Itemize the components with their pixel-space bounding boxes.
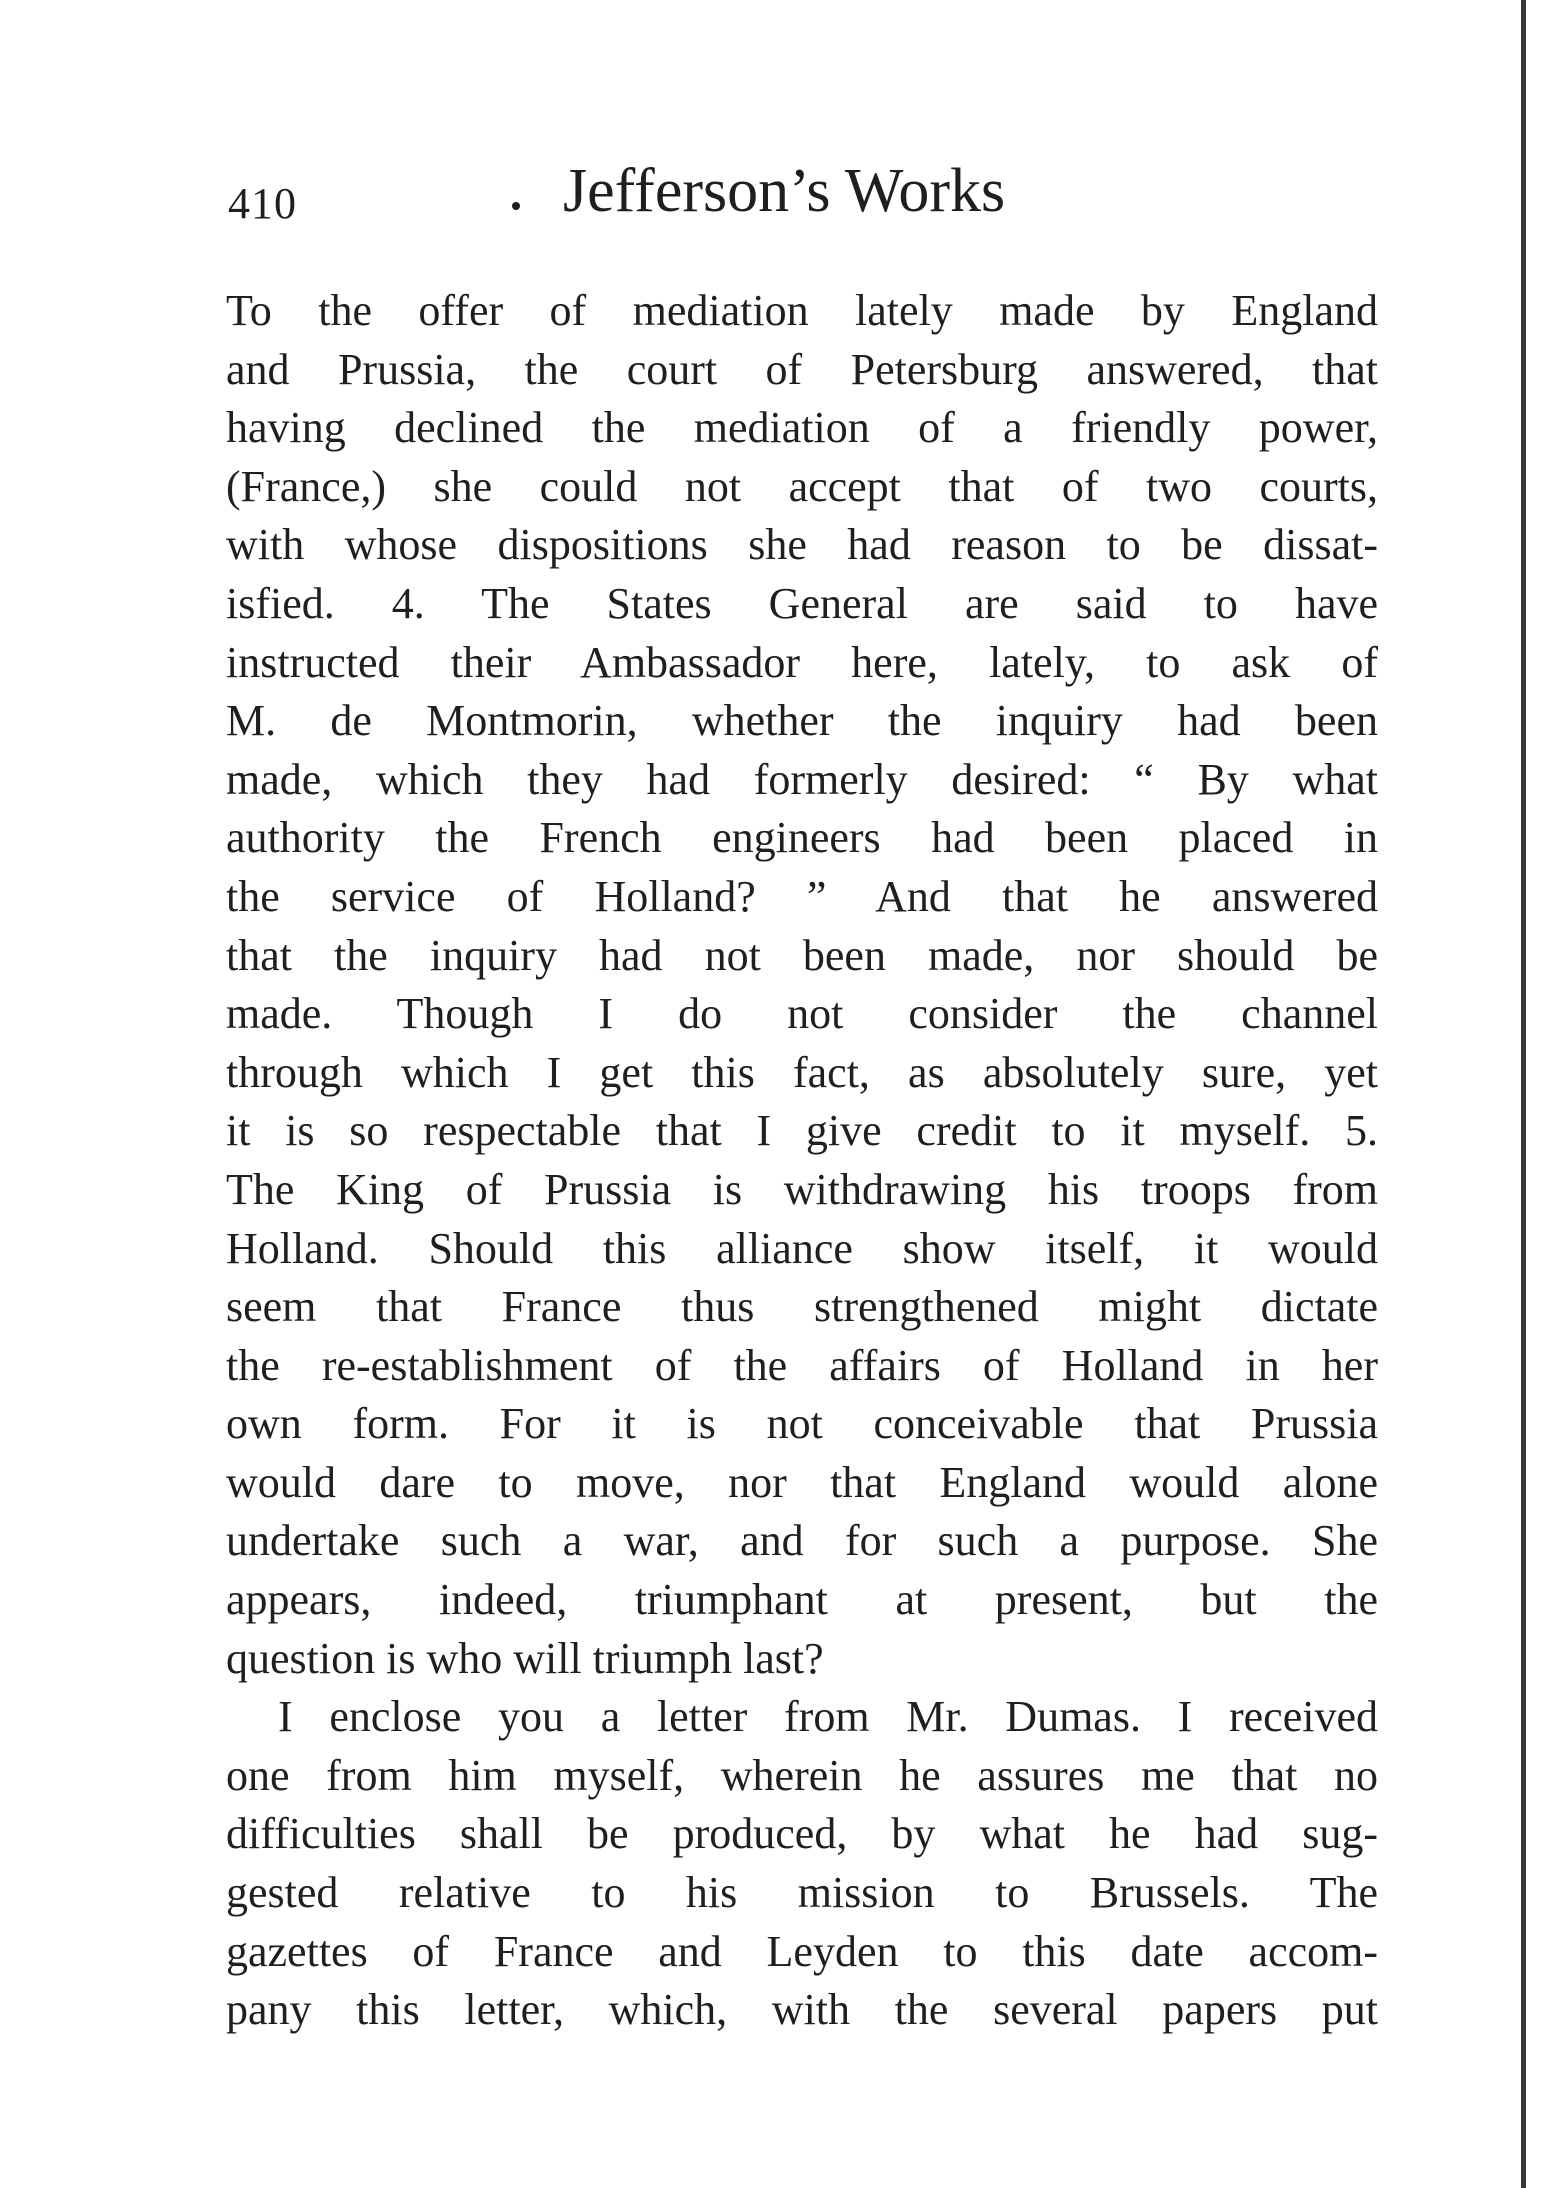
text-line: own form. For it is not conceivable that Prussia: [226, 1399, 1378, 1449]
text-line: pany this letter, which, with the several papers put: [226, 1985, 1378, 2035]
text-line: that the inquiry had not been made, nor should be: [226, 930, 1378, 980]
text-line: the service of Holland? ” And that he answered: [226, 871, 1378, 921]
text-line: Holland. Should this alliance show itself, it would: [226, 1223, 1378, 1273]
running-title: Jefferson’s Works: [563, 157, 1006, 225]
page-header: [0, 150, 1400, 240]
header-dot: [512, 202, 520, 210]
text-line: and Prussia, the court of Petersburg answered, that: [226, 344, 1378, 394]
text-line: difficulties shall be produced, by what he had sug-: [226, 1809, 1378, 1859]
text-line: gazettes of France and Leyden to this date accom-: [226, 1926, 1378, 1976]
text-line: (France,) she could not accept that of two courts,: [226, 461, 1378, 511]
text-line: would dare to move, nor that England would alone: [226, 1457, 1378, 1507]
text-line: seem that France thus strengthened might dictate: [226, 1282, 1378, 1332]
text-line: made, which they had formerly desired: “ By what: [226, 754, 1378, 804]
text-line: To the offer of mediation lately made by England: [226, 286, 1378, 335]
text-line: I enclose you a letter from Mr. Dumas. I received: [278, 1692, 1378, 1742]
body-text: [226, 282, 1378, 2040]
text-line: one from him myself, wherein he assures me that no: [226, 1750, 1378, 1800]
text-line: The King of Prussia is withdrawing his troops from: [226, 1164, 1378, 1214]
text-line: through which I get this fact, as absolutely sure, yet: [226, 1047, 1378, 1097]
text-line: question is who will triumph last?: [226, 1633, 824, 1683]
text-line: authority the French engineers had been placed in: [226, 813, 1378, 863]
text-line: with whose dispositions she had reason to be dissat-: [226, 520, 1378, 570]
text-line: it is so respectable that I give credit to it myself. 5.: [226, 1106, 1378, 1156]
text-line: instructed their Ambassador here, lately, to ask of: [226, 637, 1378, 687]
page-edge-line: [1521, 0, 1526, 2188]
text-line: made. Though I do not consider the channel: [226, 989, 1378, 1039]
text-line: isfied. 4. The States General are said to have: [226, 578, 1378, 628]
page-number: 410: [228, 179, 297, 228]
text-line: M. de Montmorin, whether the inquiry had been: [226, 696, 1378, 746]
text-line: undertake such a war, and for such a purpose. She: [226, 1516, 1378, 1566]
text-line: having declined the mediation of a friendly power,: [226, 403, 1378, 453]
text-line: the re-establishment of the affairs of Holland in her: [226, 1340, 1378, 1390]
text-line: appears, indeed, triumphant at present, but the: [226, 1575, 1378, 1625]
text-line: gested relative to his mission to Brussels. The: [226, 1868, 1378, 1918]
